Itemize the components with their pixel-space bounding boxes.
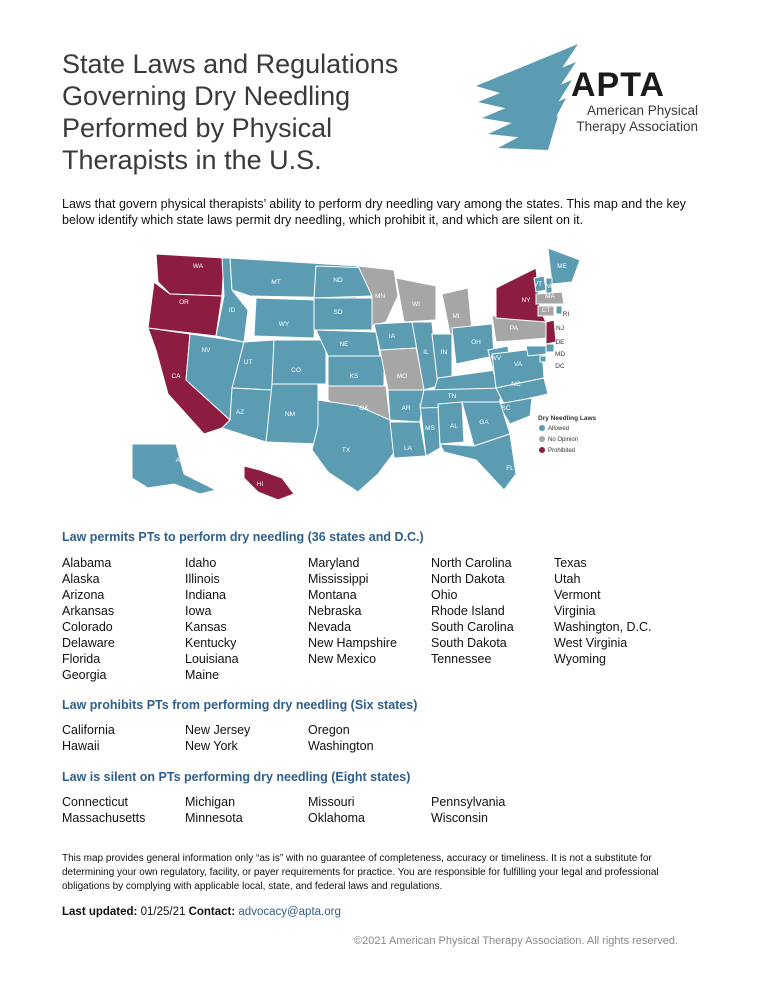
state-label: SD	[333, 309, 343, 316]
state-shape-la	[390, 422, 426, 458]
state-name: Oregon	[308, 723, 350, 737]
state-label: WV	[490, 355, 502, 362]
state-label: AL	[450, 423, 458, 430]
state-name: California	[62, 723, 115, 737]
state-shape-ia	[374, 322, 418, 350]
state-label: KY	[461, 369, 471, 376]
state-label: MA	[545, 293, 555, 300]
state-name: Florida	[62, 652, 101, 666]
state-name: Washington	[308, 739, 374, 753]
state-label: ME	[557, 263, 567, 270]
state-name: Delaware	[62, 636, 115, 650]
state-label: MI	[452, 313, 460, 320]
state-label: NE	[339, 341, 349, 348]
state-name: Vermont	[554, 588, 601, 602]
state-name: Montana	[308, 588, 357, 602]
state-name: Louisiana	[185, 652, 239, 666]
state-label: LA	[404, 445, 412, 452]
state-name: West Virginia	[554, 636, 628, 650]
state-name: Maryland	[308, 556, 360, 570]
state-label: VT	[533, 281, 543, 288]
state-label: OK	[359, 405, 369, 412]
state-label: AR	[401, 405, 411, 412]
state-name: Ohio	[431, 588, 458, 602]
state-shape-ri	[556, 306, 562, 314]
state-name: Alaska	[62, 572, 100, 586]
state-name: Arkansas	[62, 604, 115, 618]
state-shape-ks	[328, 356, 384, 386]
state-name: Connecticut	[62, 795, 129, 809]
state-name: Rhode Island	[431, 604, 505, 618]
state-label: ND	[333, 277, 343, 284]
state-label: MT	[271, 279, 281, 286]
state-label: UT	[243, 359, 253, 366]
legend-swatch	[539, 425, 545, 431]
state-name: Minnesota	[185, 811, 243, 825]
section-title: Law prohibits PTs from performing dry needling (Six states)	[62, 698, 418, 712]
state-name: Kentucky	[185, 636, 237, 650]
state-name: New Jersey	[185, 723, 251, 737]
intro-paragraph: Laws that govern physical therapists’ ability to perform dry needling vary among the states. This map and the key below identify which state laws permit dry needling, which prohibit it, and which are silent on it.	[62, 197, 686, 227]
state-label: KS	[349, 373, 359, 380]
state-name: South Dakota	[431, 636, 507, 650]
state-label: ID	[228, 307, 236, 314]
state-label: HI	[256, 481, 264, 488]
state-name: Massachusetts	[62, 811, 146, 825]
state-name: Arizona	[62, 588, 105, 602]
state-name: Hawaii	[62, 739, 100, 753]
state-name: New York	[185, 739, 238, 753]
state-name: Pennsylvania	[431, 795, 506, 809]
state-label: DE	[555, 339, 565, 346]
state-name: Mississippi	[308, 572, 369, 586]
state-shape-co	[272, 340, 326, 384]
state-name: Virginia	[554, 604, 596, 618]
state-label: GA	[479, 419, 489, 426]
state-label: IL	[423, 349, 429, 356]
state-label: OR	[179, 299, 189, 306]
map-legend	[538, 415, 597, 454]
state-label: CT	[541, 307, 551, 314]
state-label: NC	[511, 381, 521, 388]
state-name: Washington, D.C.	[554, 620, 652, 634]
state-label: MO	[396, 373, 408, 380]
state-shape-dc	[540, 356, 546, 362]
state-shape-md	[526, 346, 546, 356]
contact-label: Contact:	[188, 906, 236, 918]
state-label: TN	[447, 393, 457, 400]
state-name: North Dakota	[431, 572, 505, 586]
state-label: TX	[341, 447, 351, 454]
state-shape-wi	[396, 278, 436, 322]
state-label: NH	[545, 283, 555, 290]
state-name: Tennessee	[431, 652, 492, 666]
state-label: NV	[201, 347, 211, 354]
page-title: State Laws and Regulations Governing Dry Needling Performed by Physical Therapists in the U.S.	[62, 49, 399, 175]
legend-item-label: Allowed	[548, 426, 570, 432]
updated-label: Last updated:	[62, 906, 138, 918]
state-label: WI	[412, 301, 420, 308]
state-label: PA	[509, 325, 519, 332]
section-title: Law is silent on PTs performing dry needling (Eight states)	[62, 770, 411, 784]
state-name: North Carolina	[431, 556, 512, 570]
state-label: WY	[278, 321, 290, 328]
state-label: AZ	[235, 409, 245, 416]
state-name: Illinois	[185, 572, 220, 586]
state-name: Nevada	[308, 620, 352, 634]
state-name: Colorado	[62, 620, 113, 634]
state-label: IN	[440, 349, 448, 356]
state-name: Nebraska	[308, 604, 362, 618]
state-name: Alabama	[62, 556, 112, 570]
state-name: Texas	[554, 556, 587, 570]
state-label: IA	[388, 333, 396, 340]
state-name: Idaho	[185, 556, 217, 570]
state-label: VA	[513, 361, 523, 368]
state-name: Utah	[554, 572, 581, 586]
state-name: Indiana	[185, 588, 227, 602]
contact-email-link[interactable]: advocacy@apta.org	[238, 906, 341, 918]
state-name: Iowa	[185, 604, 212, 618]
state-label: NM	[284, 411, 296, 418]
state-shape-hi	[244, 466, 294, 500]
state-label: NJ	[556, 325, 564, 332]
state-shape-wa	[156, 254, 224, 296]
legend-swatch	[539, 436, 545, 442]
state-name: Oklahoma	[308, 811, 365, 825]
legend-title: Dry Needling Laws	[538, 415, 597, 422]
state-shape-ak	[132, 444, 216, 494]
state-label: AK	[175, 457, 185, 464]
state-label: RI	[562, 311, 570, 318]
state-label: MS	[425, 425, 435, 432]
updated-date: 01/25/21	[140, 906, 186, 918]
state-name: New Hampshire	[308, 636, 397, 650]
state-name: Missouri	[308, 795, 355, 809]
state-shape-de	[546, 344, 554, 352]
legend-item-label: No Opinion	[548, 437, 579, 443]
state-label: MN	[374, 293, 386, 300]
state-label: WA	[192, 263, 204, 270]
state-name: Wisconsin	[431, 811, 488, 825]
state-label: CO	[291, 367, 301, 374]
apta-org-name: American Physical Therapy Association	[576, 103, 698, 134]
state-label: CA	[171, 373, 181, 380]
state-label: FL	[506, 465, 514, 472]
state-shape-wy	[254, 298, 316, 338]
last-updated-line	[62, 906, 341, 918]
state-label: MD	[554, 351, 566, 358]
state-label: SC	[501, 405, 511, 412]
legend-swatch	[539, 447, 545, 453]
state-name: Georgia	[62, 668, 107, 682]
section-title: Law permits PTs to perform dry needling (36 states and D.C.)	[62, 530, 424, 544]
us-dry-needling-map	[132, 238, 597, 500]
copyright: ©2021 American Physical Therapy Association. All rights reserved.	[353, 935, 678, 947]
state-label: NY	[521, 297, 531, 304]
state-name: Kansas	[185, 620, 227, 634]
state-label: OH	[471, 339, 481, 346]
legend-item-label: Prohibited	[548, 448, 576, 454]
state-name: New Mexico	[308, 652, 377, 666]
disclaimer: This map provides general information only “as is” with no guarantee of completeness, accuracy or timeliness. It is not a substitute for determining your own regulatory, facility, or payer requirements for practice. You are responsible for fulfilling your legal and professional obligations by complying with applicable local, state, and federal laws and regulations.	[62, 853, 659, 892]
state-label: DC	[555, 363, 565, 370]
state-name: South Carolina	[431, 620, 514, 634]
state-shape-sd	[314, 298, 374, 330]
state-name: Wyoming	[554, 652, 606, 666]
apta-wordmark: APTA	[571, 66, 666, 104]
state-name: Michigan	[185, 795, 236, 809]
state-name: Maine	[185, 668, 220, 682]
